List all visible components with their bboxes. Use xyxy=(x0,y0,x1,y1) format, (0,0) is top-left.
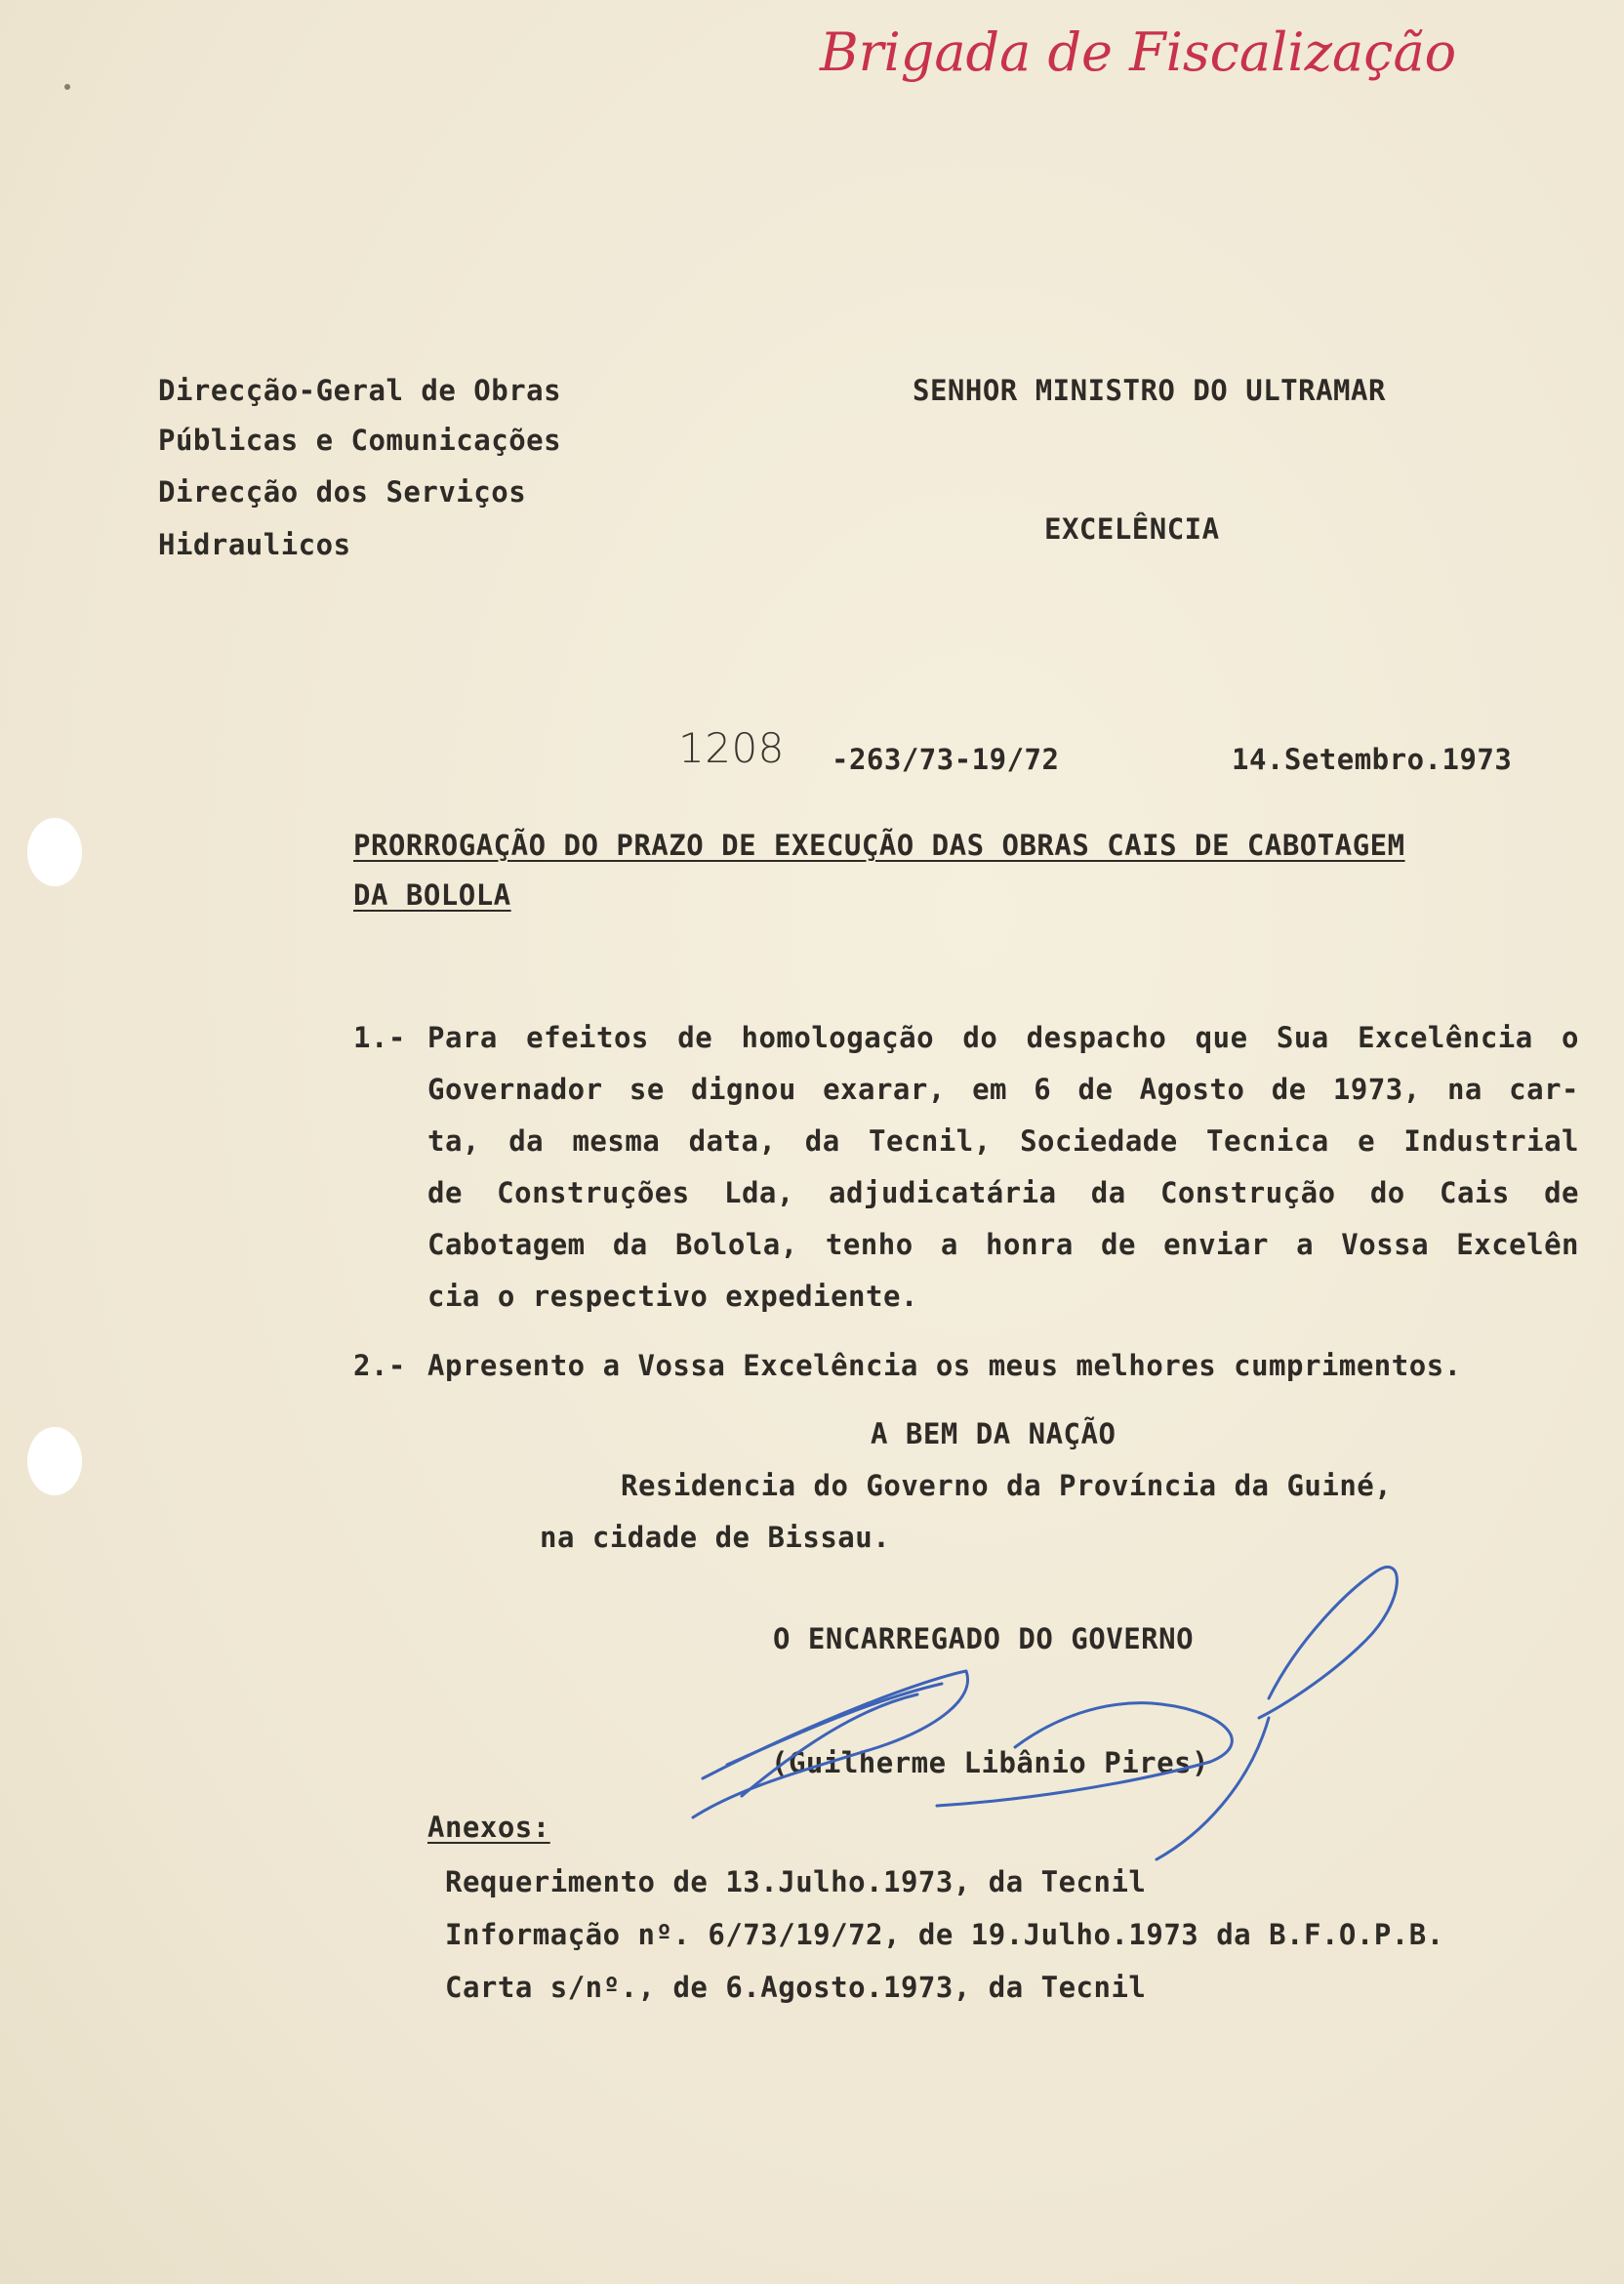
paragraph-line: cia o respectivo expediente. xyxy=(427,1280,918,1313)
sender-line: Públicas e Comunicações xyxy=(158,424,562,457)
closing-place: na cidade de Bissau. xyxy=(540,1521,891,1554)
sender-line: Direcção-Geral de Obras xyxy=(158,374,562,407)
salutation: EXCELÊNCIA xyxy=(1044,512,1220,546)
paragraph-line: Governador se dignou exarar, em 6 de Agosto de 1973, na car- xyxy=(427,1073,1579,1106)
paragraph-line: Cabotagem da Bolola, tenho a honra de enviar a Vossa Excelên xyxy=(427,1228,1579,1261)
paragraph-line: Apresento a Vossa Excelência os meus melhores cumprimentos. xyxy=(427,1349,1462,1382)
paragraph-line: ta, da mesma data, da Tecnil, Sociedade Tecnica e Industrial xyxy=(427,1124,1579,1158)
signatory-name: (Guilherme Libânio Pires) xyxy=(771,1746,1209,1779)
subject-line: DA BOLOLA xyxy=(353,878,511,912)
paragraph-line: de Construções Lda, adjudicatária da Construção do Cais de xyxy=(427,1176,1579,1209)
signatory-role: O ENCARREGADO DO GOVERNO xyxy=(773,1622,1195,1655)
reference-code: -263/73-19/72 xyxy=(832,743,1060,776)
addressee: SENHOR MINISTRO DO ULTRAMAR xyxy=(913,374,1386,407)
paragraph-line: Para efeitos de homologação do despacho que Sua Excelência o xyxy=(427,1021,1579,1054)
annex-item: Informação nº. 6/73/19/72, de 19.Julho.1973 da B.F.O.P.B. xyxy=(445,1918,1444,1951)
handwritten-note: Brigada de Fiscalização xyxy=(820,21,1457,83)
paragraph-number: 2.- xyxy=(353,1349,406,1382)
closing-place: Residencia do Governo da Província da Guiné, xyxy=(621,1469,1393,1502)
annex-item: Requerimento de 13.Julho.1973, da Tecnil xyxy=(445,1865,1147,1898)
letter-date: 14.Setembro.1973 xyxy=(1232,743,1513,776)
annex-item: Carta s/nº., de 6.Agosto.1973, da Tecnil xyxy=(445,1971,1147,2004)
subject-line: PRORROGAÇÃO DO PRAZO DE EXECUÇÃO DAS OBRAS CAIS DE CABOTAGEM xyxy=(353,829,1405,862)
closing-motto: A BEM DA NAÇÃO xyxy=(871,1417,1116,1450)
paragraph-number: 1.- xyxy=(353,1021,406,1054)
sender-line: Direcção dos Serviços xyxy=(158,475,527,509)
sender-line: Hidraulicos xyxy=(158,528,351,561)
annexes-heading: Anexos: xyxy=(427,1811,550,1844)
stamp-number: 1208 xyxy=(678,724,785,772)
